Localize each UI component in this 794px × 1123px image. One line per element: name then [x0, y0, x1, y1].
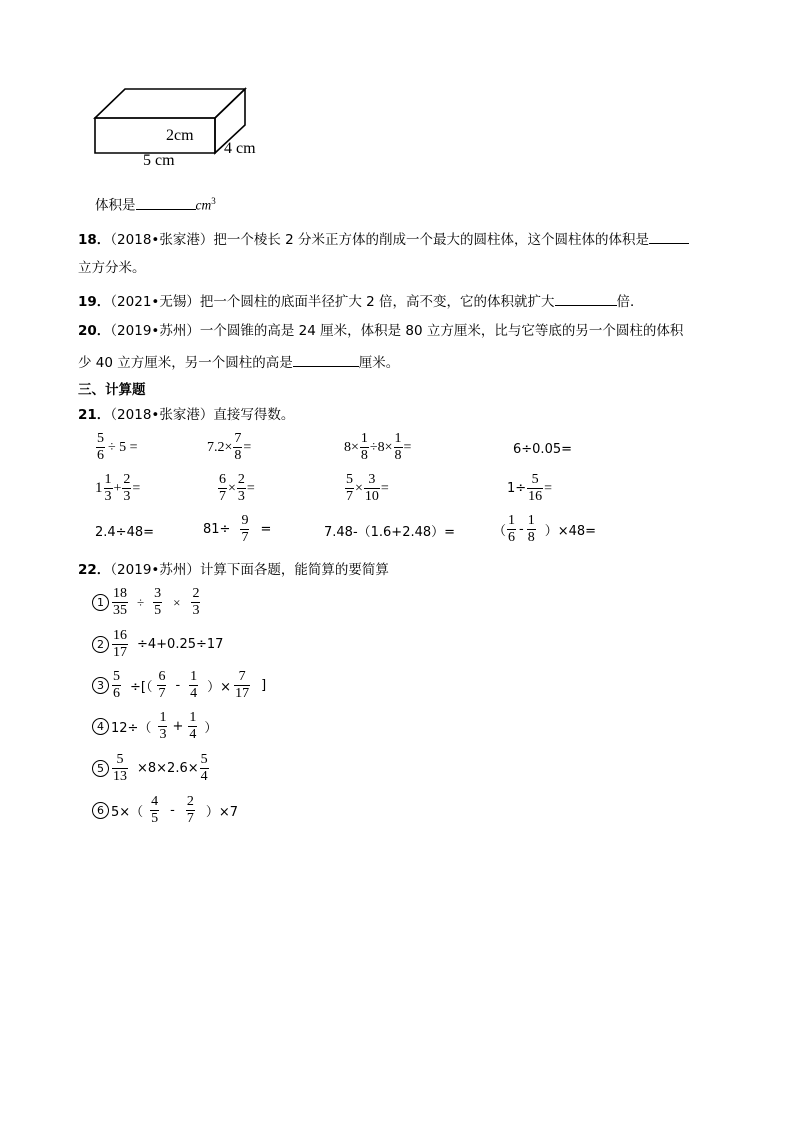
q17-blank[interactable]: [136, 195, 196, 210]
q22-item-2: 2 $\frac{16}{17}$ ÷4+0.25÷17: [92, 629, 223, 660]
q22-item-4: 4 12÷（ $\frac{1}{3}$ + $\frac{1}{4}$ ）: [92, 711, 217, 742]
circled-number: 1: [92, 594, 109, 611]
q18-text: （2018•张家港）把一个棱长 2 分米正方体的削成一个最大的圆柱体，这个圆柱体的体积是: [110, 232, 650, 248]
q20-num: 20．: [78, 323, 111, 339]
q22-item-5: 5 $\frac{5}{13}$ ×8×2.6× $\frac{5}{4}$: [92, 753, 210, 784]
circled-number: 4: [92, 718, 109, 735]
q19-text: （2021•无锡）把一个圆柱的底面半径扩大 2 倍，高不变，它的体积就扩大: [110, 294, 555, 310]
q21-r2-d: 1÷ $\frac{5}{16}$ =: [507, 472, 553, 504]
q20-cont: [78, 352, 399, 372]
q18-line: [78, 229, 689, 249]
q21-r2-c: $\frac{5}{7}$ × $\frac{3}{10}$ =: [346, 472, 389, 504]
fraction: $\frac{5}{4}$: [200, 752, 208, 784]
fraction: $\frac{5}{6}$: [113, 669, 120, 701]
fraction: $\frac{2}{7}$: [186, 794, 194, 826]
fraction: $\frac{1}{8}$: [527, 513, 535, 545]
q18-num: 18．: [78, 232, 111, 248]
q17-line: [95, 192, 216, 215]
circled-number: 3: [92, 677, 109, 694]
fraction: $\frac{1}{4}$: [190, 669, 198, 701]
q21-line: [78, 406, 294, 424]
circled-number: 2: [92, 636, 109, 653]
q18-cont: 立方分米。: [78, 260, 146, 276]
q21-text: （2018•张家港）直接写得数。: [110, 407, 295, 423]
fraction: $\frac{18}{35}$: [113, 586, 127, 618]
q22-item-1: 1 $\frac{18}{35}$ ÷ $\frac{3}{5}$ × $\frac{2}{3}$: [92, 587, 201, 618]
fraction: $\frac{1}{6}$: [508, 513, 516, 545]
fraction: $\frac{5}{6}$: [97, 431, 104, 463]
fraction: $\frac{7}{17}$: [235, 669, 250, 701]
fraction: $\frac{5}{7}$: [346, 472, 353, 504]
fraction: $\frac{1}{8}$: [394, 431, 402, 463]
q20-tail: 厘米。: [358, 355, 400, 371]
fraction: $\frac{2}{3}$: [192, 586, 200, 618]
q21-num: 21．: [78, 407, 111, 423]
fraction: $\frac{1}{8}$: [360, 431, 368, 463]
fraction: $\frac{9}{7}$: [241, 513, 249, 545]
q21-r1-c: 8× $\frac{1}{8}$ ÷8× $\frac{1}{8}$ =: [344, 431, 412, 463]
label-5cm: 5 cm: [143, 152, 175, 169]
fraction: $\frac{1}{3}$: [159, 710, 167, 742]
q21-r1-a: $\frac{5}{6}$ ÷ 5 =: [97, 431, 138, 463]
label-4cm: 4 cm: [224, 140, 256, 157]
fraction: $\frac{1}{3}$: [104, 472, 112, 504]
fraction: $\frac{3}{5}$: [154, 586, 162, 618]
q21-r3-d: （ $\frac{1}{6}$ - $\frac{1}{8}$ ）×48=: [493, 513, 597, 545]
q19-tail: 倍．: [616, 294, 644, 310]
q21-r1-d: 6÷0.05=: [513, 442, 573, 457]
fraction: $\frac{6}{7}$: [219, 472, 226, 504]
circled-number: 6: [92, 802, 109, 819]
q22-item-6: 6 5×（ $\frac{4}{5}$ - $\frac{2}{7}$ ）×7: [92, 795, 238, 826]
q17-unit: cm: [195, 197, 212, 213]
fraction: $\frac{16}{17}$: [113, 628, 127, 660]
fraction: $\frac{7}{8}$: [234, 431, 242, 463]
q18-blank[interactable]: [649, 229, 689, 244]
q21-r3-b: 81÷ $\frac{9}{7}$ =: [203, 513, 272, 545]
q19-num: 19．: [78, 294, 111, 310]
fraction: $\frac{2}{3}$: [123, 472, 131, 504]
fraction: $\frac{6}{7}$: [158, 669, 166, 701]
fraction: $\frac{4}{5}$: [151, 794, 159, 826]
q19-blank[interactable]: [555, 291, 617, 306]
q17-exp: 3: [211, 196, 216, 206]
q19-line: [78, 291, 644, 311]
q20-cont-text: 少 40 立方厘米，另一个圆柱的高是: [78, 355, 293, 371]
q21-r2-b: $\frac{6}{7}$ × $\frac{2}{3}$ =: [219, 472, 255, 504]
q21-r3-a: 2.4÷48=: [95, 525, 155, 540]
q17-prefix: 体积是: [95, 197, 136, 214]
q22-line: [78, 561, 389, 579]
q22-item-3: 3 $\frac{5}{6}$ ÷[（ $\frac{6}{7}$ - $\frac{1}{4}$ ）× $\frac{7}{17}$ ]: [92, 670, 266, 701]
q22-text: （2019•苏州）计算下面各题，能简算的要简算: [110, 562, 389, 578]
q21-r2-a: 1 $\frac{1}{3}$ + $\frac{2}{3}$ =: [95, 472, 141, 504]
fraction: $\frac{2}{3}$: [237, 472, 245, 504]
fraction: $\frac{3}{10}$: [364, 472, 379, 504]
fraction: $\frac{5}{13}$: [113, 752, 127, 784]
fraction: $\frac{1}{4}$: [189, 710, 197, 742]
circled-number: 5: [92, 760, 109, 777]
q21-r1-b: 7.2× $\frac{7}{8}$ =: [207, 431, 252, 463]
q22-num: 22．: [78, 562, 111, 578]
q20-blank[interactable]: [293, 352, 359, 367]
q20-text: （2019•苏州）一个圆锥的高是 24 厘米，体积是 80 立方厘米，比与它等底的另一个圆柱的体积: [110, 323, 684, 339]
section-title: 三、计算题: [78, 382, 146, 398]
fraction: $\frac{5}{16}$: [528, 472, 543, 504]
q21-r3-c: 7.48-（1.6+2.48）=: [324, 525, 456, 540]
label-2cm: 2cm: [166, 127, 194, 144]
q20-line: [78, 322, 683, 340]
